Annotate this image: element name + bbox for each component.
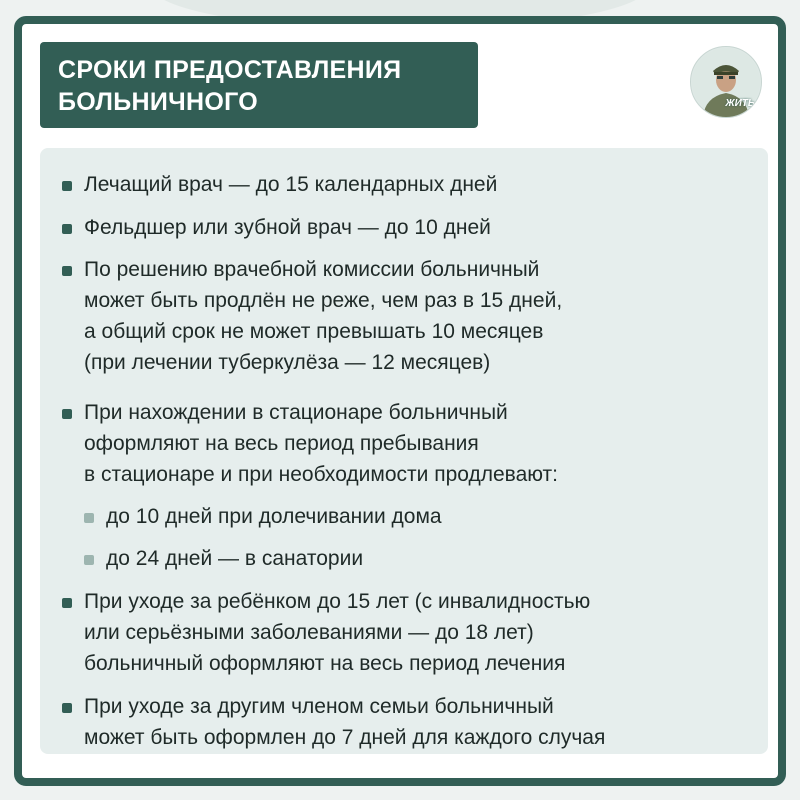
- title-line-2: БОЛЬНИЧНОГО: [58, 88, 258, 116]
- sub-bullet-icon: [84, 513, 94, 523]
- content-panel: [40, 148, 768, 754]
- list-item-text: в стационаре и при необходимости продлевают:: [84, 463, 558, 486]
- bullet-icon: [62, 224, 72, 234]
- list-item-text: или серьёзными заболеваниями — до 18 лет): [84, 621, 534, 644]
- list-item-text: При уходе за другим членом семьи больничный: [84, 695, 554, 718]
- bullet-icon: [62, 703, 72, 713]
- list-item-text: Лечащий врач — до 15 календарных дней: [84, 173, 498, 196]
- list-item-text: При уходе за ребёнком до 15 лет (с инвалидностью: [84, 590, 591, 613]
- list-subitem-text: до 24 дней — в санатории: [106, 547, 364, 570]
- bullet-icon: [62, 181, 72, 191]
- list-item-text: При нахождении в стационаре больничный: [84, 401, 508, 424]
- portrait-logo: [690, 46, 762, 118]
- list-item-text: может быть продлён не реже, чем раз в 15 дней,: [84, 289, 563, 312]
- list-item-text: а общий срок не может превышать 10 месяцев: [84, 320, 544, 343]
- list-item-text: может быть оформлен до 7 дней для каждого случая: [84, 726, 606, 749]
- bullet-icon: [62, 598, 72, 608]
- bullet-icon: [62, 409, 72, 419]
- logo-text: ЖИТЬ: [725, 98, 755, 109]
- title-banner: [40, 42, 478, 128]
- list-item-text: По решению врачебной комиссии больничный: [84, 258, 540, 281]
- list-item-text: оформляют на весь период пребывания: [84, 432, 479, 455]
- sub-bullet-icon: [84, 555, 94, 565]
- card-frame: [14, 16, 786, 786]
- list-item-text: (при лечении туберкулёза — 12 месяцев): [84, 351, 491, 374]
- list-subitem-text: до 10 дней при долечивании дома: [106, 505, 442, 528]
- list-item-text: больничный оформляют на весь период лечения: [84, 652, 566, 675]
- bullet-icon: [62, 266, 72, 276]
- list-item-text: Фельдшер или зубной врач — до 10 дней: [84, 216, 491, 239]
- title-line-1: СРОКИ ПРЕДОСТАВЛЕНИЯ: [58, 56, 402, 84]
